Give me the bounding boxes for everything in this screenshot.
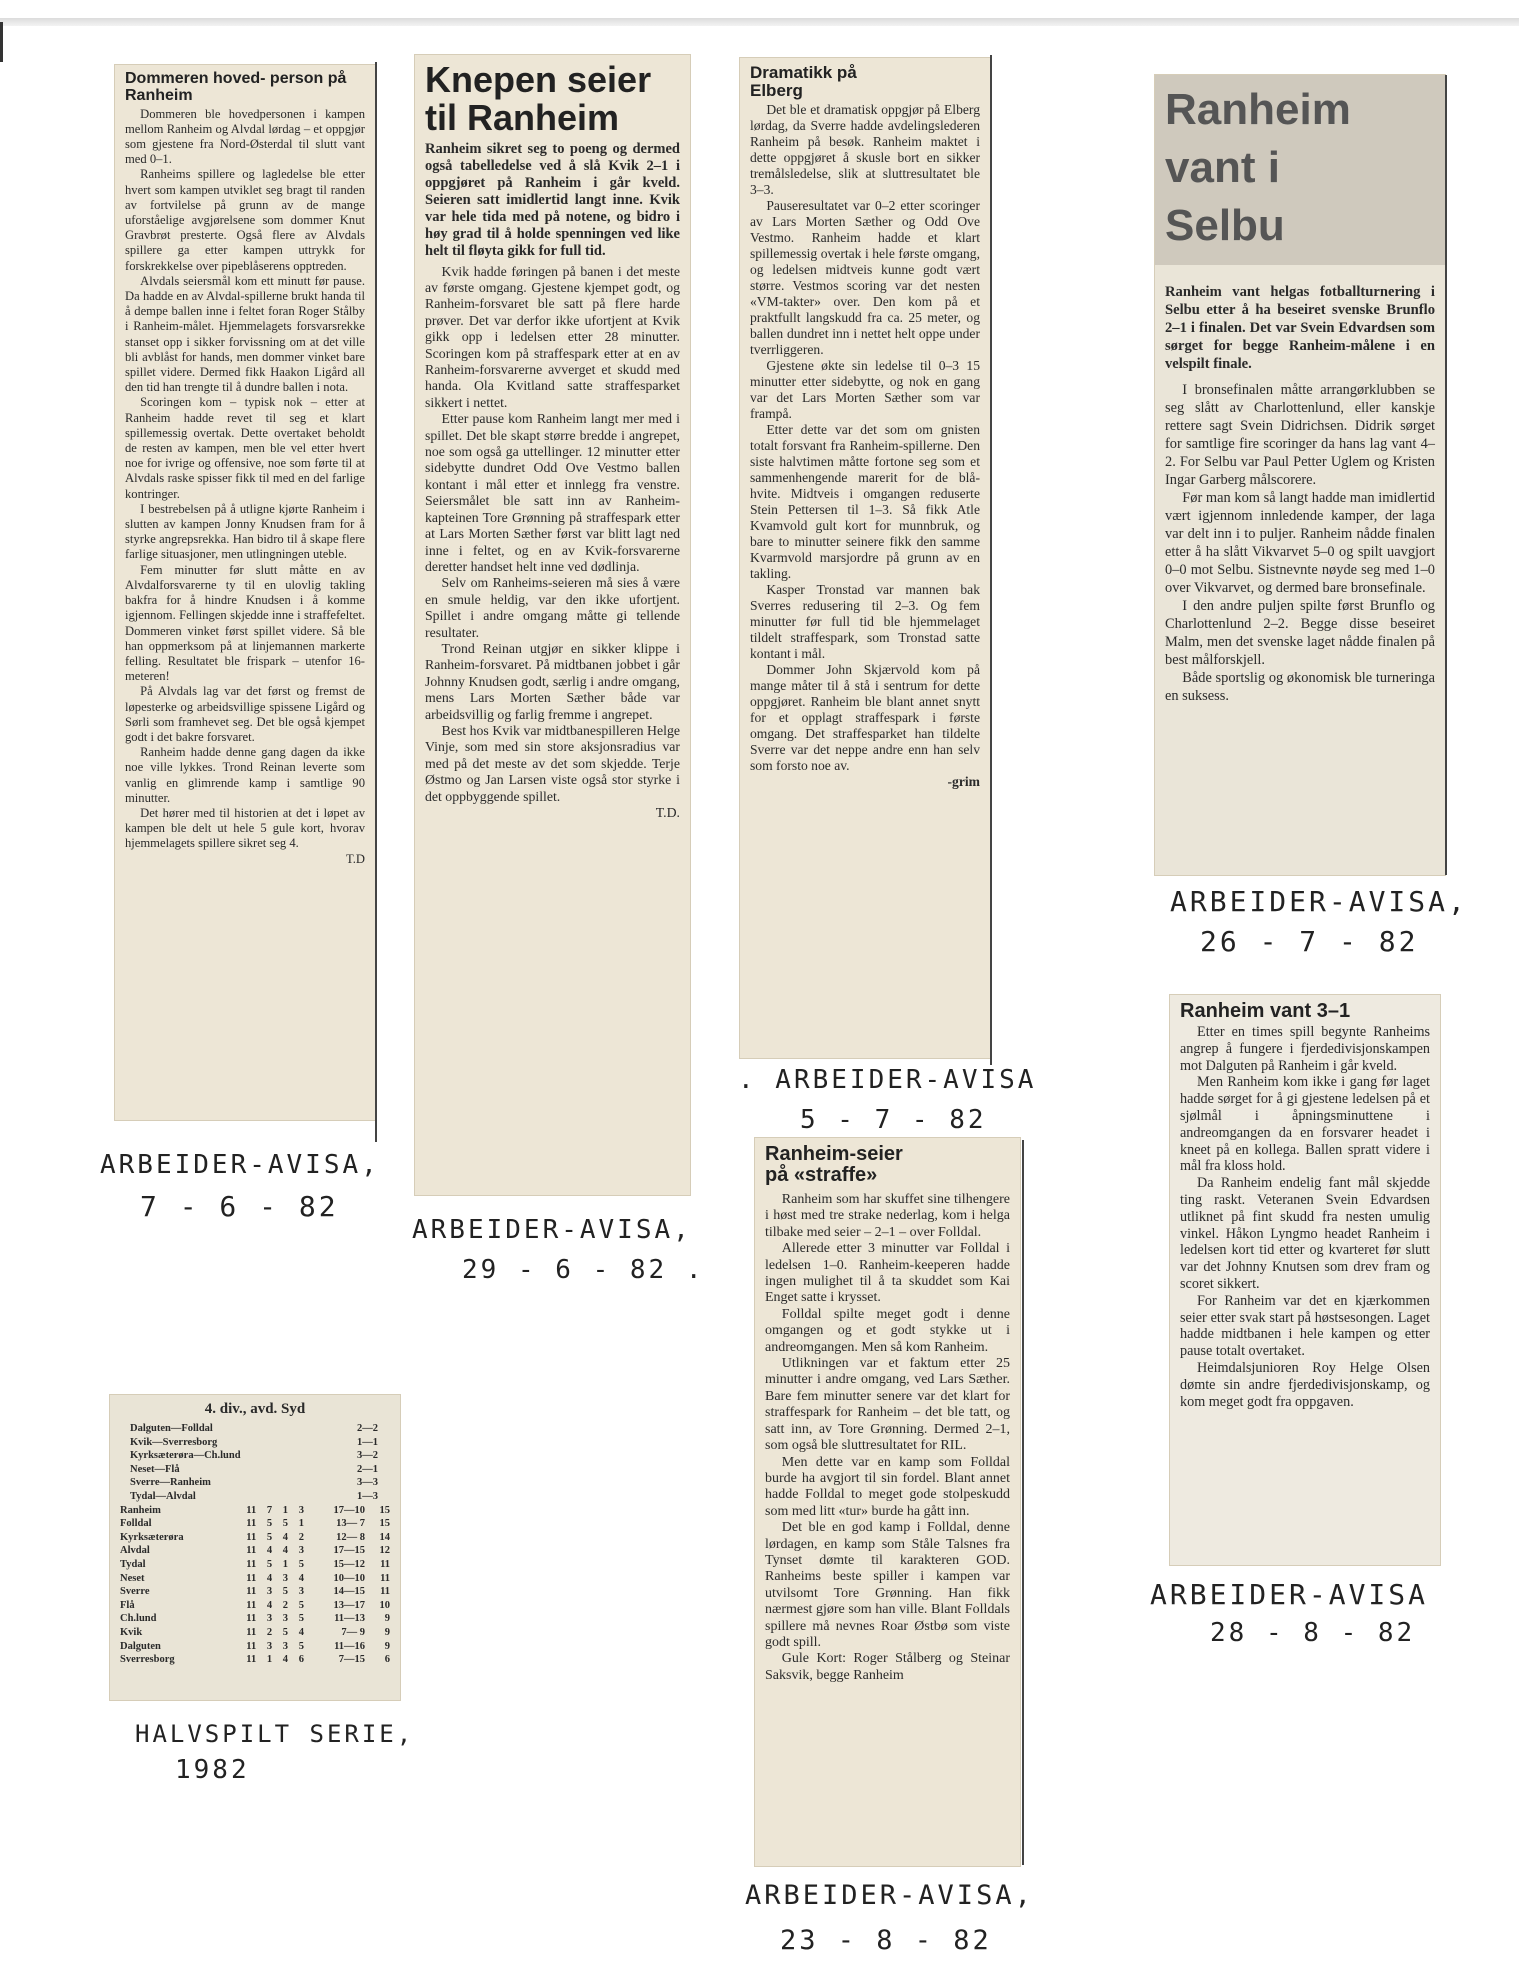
standing-p: 11: [246, 1545, 257, 1557]
standing-pts: 11: [380, 1572, 390, 1584]
clipping-headline: Ranheim-seier på «straffe»: [765, 1143, 903, 1186]
result-match: Neset—Flå: [130, 1463, 180, 1475]
paragraph: Ranheim som har skuffet sine tilhengere i høst med tre strake nederlag, kom i helga tilbake med seier – 2–1 – over Folldal.: [765, 1192, 1010, 1240]
standing-goals: 10—10: [333, 1572, 366, 1584]
clipping-headline: Knepen seier til Ranheim: [425, 59, 652, 138]
standing-team: Neset: [120, 1572, 145, 1584]
paragraph: Gjestene økte sin ledelse til 0–3 15 minutter etter sidebytte, og nok en gang var det Lars Morten Sæther som var frampå.: [750, 357, 980, 421]
paragraph: Men dette var en kamp som Folldal burde ha avgjort til sin fordel. Blant annet hadde Folldal to meget gode stolpeskudd som med litt «tur» burde ha gått inn.: [765, 1454, 1010, 1519]
result-row: [118, 1463, 392, 1477]
paragraph: Men Ranheim kom ikke i gang før laget hadde sørget for å gi gjestene ledelsen på et sjølmål i åpningsminuttene i andreomgangen da en forsvarer headet i kneet på en kollega. Ballen spratt videre i mål fra kloss hold.: [1180, 1074, 1430, 1175]
headline-line: Ranheim: [1165, 85, 1351, 134]
standing-goals: 13— 7: [336, 1518, 366, 1530]
column-rule: [375, 62, 377, 1142]
standing-team: Kvik: [120, 1626, 143, 1638]
standing-p: 11: [246, 1586, 257, 1598]
standing-goals: 7—15: [338, 1654, 366, 1666]
result-row: [118, 1449, 392, 1463]
standing-pts: 12: [379, 1545, 390, 1557]
result-score: 3—3: [357, 1477, 378, 1489]
paragraph: Det ble en god kamp i Folldal, denne lørdagen, en kamp som Ståle Talsnes fra Tynset dømte til karakteren GOD. Ranheims beste spiller i kampen var utvilsomt Tore Grønning. Han fikk nærmest gjøre som han ville. Blant Folldals spillere må nevnes Roar Østbø som viste godt spill.: [765, 1520, 1010, 1650]
clipping-ranheim-seier-straffe: [755, 1138, 1020, 1866]
standing-w: 3: [266, 1586, 273, 1598]
paragraph: Folldal spilte meget godt i denne omgangen og et godt stykke ut i andreomgangen. Men så kom Ranheim.: [765, 1306, 1010, 1355]
standing-l: 3: [298, 1504, 304, 1516]
paragraph: Scoringen kom – typisk nok – etter at Ranheim hadde revet til seg et klart spillemessig overtak. Dette overtaket beholdt de resten av kampen, men ble vel etter hvert noe for ivrige og offensive, noe som førte til at Alvdals raske spisser fikk til med en del farlige kontringer.: [125, 395, 365, 501]
paragraph: Kvik hadde føringen på banen i det meste av første omgang. Gjestene kjempet godt, og Ranheim-forsvaret ble satt på flere harde prøver. Det var derfor ikke ufortjent at Kvik gikk opp i ledelsen etter 28 minutter. Scoringen kom på straffespark etter at en av Ranheim-forsvarerne avverget et skudd med handa. Ola Kvitland satte straffesparket sikkert i nettet.: [425, 263, 680, 410]
standing-l: 5: [298, 1599, 304, 1611]
table-row: [118, 1640, 392, 1654]
handwritten-source: ARBEIDER-AVISA,: [1170, 885, 1468, 918]
paragraph: Det hører med til historien at det i løpet av kampen ble delt ut hele 5 gule kort, hvorav hjemmelagets spillere sikret seg 4.: [125, 805, 365, 851]
result-match: Sverre—Ranheim: [130, 1477, 211, 1489]
paragraph: Da Ranheim endelig fant mål skjedde ting raskt. Veteranen Svein Edvardsen utliknet på fint skudd fra nesten umulig vinkel. Håkon Lyngmo headet Ranheim i ledelsen kort tid etter og kvarteret før slutt var det Johnny Knutsen som drev fram og scoret sikkert.: [1180, 1175, 1430, 1292]
handwritten-source: ARBEIDER-AVISA,: [745, 1880, 1034, 1911]
standing-d: 1: [282, 1558, 289, 1570]
paragraph: Det ble et dramatisk oppgjør på Elberg lørdag, da Sverre hadde avdelingslederen Ranheim på besøk. Ranheim maktet i dette oppgjøret å skusle bort en sikker tremålsledelse, slik at sluttresultatet ble 3–3.: [750, 101, 980, 197]
table-row: [118, 1612, 392, 1626]
paragraph: Utlikningen var et faktum etter 25 minutter i andre omgang, ved Lars Sæther. Bare fem minutter senere var det klart for straffespark for Ranheim – det ble tatt, og satt inn, av Tore Grønning. Dermed 2–1, som også ble sluttresultatet for RIL.: [765, 1356, 1010, 1454]
paragraph: Ranheim hadde denne gang dagen da ikke noe ville lykkes. Trond Reinan leverte som vanlig en glimrende kamp i samtlige 90 minutter.: [125, 745, 365, 805]
table-row: [118, 1504, 392, 1518]
standing-w: 2: [266, 1626, 273, 1638]
standing-pts: 11: [380, 1558, 390, 1570]
headline-line: vant i: [1165, 143, 1280, 192]
standing-d: 4: [282, 1654, 289, 1666]
standing-team: Tydal: [120, 1558, 146, 1570]
table-row: [118, 1572, 392, 1586]
standing-w: 3: [266, 1613, 273, 1625]
standing-d: 2: [282, 1599, 289, 1611]
standing-d: 3: [282, 1613, 289, 1625]
standing-d: 3: [282, 1640, 289, 1652]
standing-l: 5: [298, 1640, 304, 1652]
handwritten-note: HALVSPILT SERIE,: [135, 1720, 415, 1748]
standing-d: 4: [282, 1531, 289, 1543]
paragraph: For Ranheim var det en kjærkommen seier etter svak start på høstsesongen. Laget hadde midtbanen i hele kampen og etter pause totalt overtaket.: [1180, 1292, 1430, 1360]
clipping-headline: Dramatikk på Elberg: [750, 63, 857, 100]
paragraph: Heimdalsjunioren Roy Helge Olsen dømte sin andre fjerdedivisjonskamp, og kom meget godt fra oppgaven.: [1180, 1359, 1430, 1410]
result-match: Kvik—Sverresborg: [130, 1436, 218, 1448]
standing-p: 11: [246, 1504, 257, 1516]
standing-l: 1: [298, 1518, 304, 1530]
clipping-knepen-seier: [415, 55, 690, 1195]
standing-d: 5: [282, 1626, 289, 1638]
standing-team: Sverresborg: [120, 1654, 175, 1666]
results-table: [118, 1422, 392, 1504]
standing-l: 6: [298, 1654, 304, 1666]
lead-paragraph: Ranheim sikret seg to poeng og dermed også tabelledelse ved å slå Kvik 2–1 i oppgjøret på Ranheim i går kveld. Seieren satt imidlertid langt inne. Kvik var hele tida med på notene, og bidro i høy grad til å holde spenningen ved like helt til fløyta gikk for full tid.: [425, 140, 680, 259]
standings-title: 4. div., avd. Syd: [204, 1401, 306, 1417]
paragraph: På Alvdals lag var det først og fremst de løpesterke og arbeidsvillige spissene Ligård og Sørli som framhevet seg. Det ble også kjempet godt i det bakre forsvaret.: [125, 684, 365, 744]
clipping-body: [1180, 1024, 1430, 1410]
paragraph: Gule Kort: Roger Stålberg og Steinar Saksvik, begge Ranheim: [765, 1651, 1010, 1683]
clipping-body: [765, 1192, 1010, 1684]
handwritten-source: ARBEIDER-AVISA,: [412, 1215, 692, 1245]
result-row: [118, 1422, 392, 1436]
paragraph: Etter pause kom Ranheim langt mer med i spillet. Det ble skapt større bredde i angrepet, noe som også ga uttellinger. 12 minutter etter sidebytte dundret Odd Ove Vestmo ballen kontant i mål etter et innlegg fra venstre. Seiersmålet ble satt inn av Ranheim-kapteinen Tore Grønning på straffespark etter at Lars Morten Sæther først var blitt lagt ned inne i feltet, og en av Kvik-forsvarerne deretter handset helt inne ved dødlinja.: [425, 411, 680, 574]
paragraph: Fem minutter før slutt måtte en av Alvdalforsvarerne ty til en ulovlig takling bakfra for å hindre Knudsen i å komme igjennom. Fellingen skjedde inne i straffefeltet. Dommeren vinket først spillet videre. Så ble han oppmerksom på at linjemannen markerte felling. Resultatet ble frispark – utenfor 16-meteren!: [125, 562, 365, 684]
headline-line: Selbu: [1165, 201, 1285, 250]
paragraph: Ranheims spillere og lagledelse ble etter hvert som kampen utviklet seg bragt til randen av fortvilelse på grunn av de mange uforståelige avgjørelsene som dommer Knut Gravbrøt presterte. Også flere av Alvdals spillere ga etter kampen uttrykk for forskrekkelse over pipeblåserens opptreden.: [125, 167, 365, 273]
paragraph: Best hos Kvik var midtbanespilleren Helge Vinje, som med sin store aksjonsradius var med på det meste av det som skjedde. Terje Østmo og Jan Larsen viste også stor styrke i det oppbyggende spillet.: [425, 722, 680, 804]
standing-l: 4: [298, 1572, 304, 1584]
result-match: Tydal—Alvdal: [130, 1490, 196, 1502]
handwritten-date: 7 - 6 - 82: [140, 1190, 339, 1223]
standing-w: 7: [266, 1504, 273, 1516]
standing-pts: 10: [379, 1599, 390, 1611]
standing-l: 4: [298, 1626, 304, 1638]
standing-d: 4: [282, 1545, 289, 1557]
column-rule: [990, 55, 992, 1065]
standing-d: 5: [282, 1518, 289, 1530]
column-rule: [1022, 1140, 1024, 1865]
standings-table: [118, 1504, 392, 1667]
table-row: [118, 1653, 392, 1667]
standing-team: Ch.lund: [120, 1613, 157, 1625]
standing-p: 11: [246, 1518, 257, 1530]
signature: -grim: [947, 773, 980, 789]
paragraph: Alvdals seiersmål kom ett minutt før pause. Da hadde en av Alvdal-spillerne brukt handa til å dempe ballen inne i feltet foran Roger Stålby i Ranheim-målet. Hjemmelagets forsvarsrekke stanset opp i sikker forvissning om at det ville bli avblåst for hands, men dommer vinket bare spillet videre. Dermed fikk Haakon Ligård all den tid han trengte til å dundre ballen i nota.: [125, 273, 365, 395]
standing-p: 11: [246, 1558, 257, 1570]
standing-goals: 17—10: [333, 1504, 366, 1516]
standing-goals: 11—13: [334, 1613, 366, 1625]
paragraph: Selv om Ranheims-seieren må sies å være en smule heldig, var den ikke ufortjent. Spillet i andre omgang måtte gi tellende resultater.: [425, 575, 680, 640]
clipping-headline: Dommeren hoved- person på Ranheim: [125, 70, 347, 104]
paragraph: Dommer John Skjærvold kom på mange måter til å stå i sentrum for dette oppgjøret. Ranheim ble blant annet snytt for et opplagt straffespark i første omgang. Det straffesparket han tildelte Sverre var det neppe andre enn han selv som forsto noe av.: [750, 661, 980, 773]
standing-goals: 17—15: [333, 1545, 366, 1557]
standing-p: 11: [246, 1654, 257, 1666]
standing-w: 4: [266, 1572, 273, 1584]
standing-w: 1: [266, 1654, 273, 1666]
table-row: [118, 1531, 392, 1545]
clipping-dramatikk: [740, 58, 990, 1058]
table-row: [118, 1599, 392, 1613]
standing-l: 3: [298, 1586, 304, 1598]
signature: T.D: [345, 851, 365, 866]
table-row: [118, 1517, 392, 1531]
result-row: [118, 1476, 392, 1490]
paragraph: Før man kom så langt hadde man imidlertid vært igjennom innledende kamper, der lagа var delt inn i to puljer. Ranheim nådde finalen etter å ha slått Vikvarvet 5–0 og spilt uavgjort 0–0 mot Selbu. Sistnevnte nøyde seg med 1–0 over Vikvarvet, og dermed bare bronsefinale.: [1165, 490, 1435, 596]
clipping-dommeren: [115, 65, 375, 1120]
result-score: 3—2: [357, 1450, 378, 1462]
standing-p: 11: [246, 1599, 257, 1611]
standing-d: 5: [282, 1586, 289, 1598]
league-standings: [110, 1395, 400, 1700]
result-score: 1—3: [357, 1490, 378, 1502]
handwritten-note: 1982: [175, 1755, 250, 1785]
result-row: [118, 1490, 392, 1504]
standing-pts: 9: [384, 1626, 390, 1638]
result-score: 1—1: [357, 1436, 378, 1448]
standing-w: 3: [266, 1640, 273, 1652]
paragraph: Trond Reinan utgjør en sikker klippe i Ranheim-forsvaret. På midtbanen jobbet i går Johnny Knudsen godt, særlig i andre omgang, mens Lars Morten Sæther både var arbeidsvillig og farlig fremme i angrepet.: [425, 640, 680, 722]
clipping-headline: Ranheim vant 3–1: [1180, 1000, 1351, 1022]
clipping-ranheim-vant-3-1: [1170, 995, 1440, 1565]
paragraph: Kasper Tronstad var mannen bak Sverres redusering til 2–3. Og fem minutter før full tid ble hjemmelaget tildelt straffespark, som Tronstad satte kontant i mål.: [750, 581, 980, 661]
standing-goals: 13—17: [333, 1599, 366, 1611]
paragraph: I bronsefinalen måtte arrangørklubben se seg slått av Charlottenlund, eller kanskje rettere sagt Svein Didrichsen. Didrik sørget for samtlige fire scoringer da hans lag vant 4–2. For Selbu var Paul Petter Uglem og Kristen Ingar Garberg målscorere.: [1165, 382, 1435, 488]
standing-w: 5: [266, 1531, 273, 1543]
clipping-body: [1165, 381, 1435, 705]
paragraph: Både sportslig og økonomisk ble turneringa en suksess.: [1165, 670, 1435, 704]
paragraph: Etter dette var det som om gnisten totalt forsvant fra Ranheim-spillerne. Den siste halvtimen måtte fortone seg som et sammenhengende marerit for de blå-hvite. Midtveis i omgangen reduserte Stein Pettersen til 1–3. Så fikk Atle Kvamvold gult kort for munnbruk, og bare to minutter seinere fikk den samme Kvarmvold marsjordre på grunn av en takling.: [750, 421, 980, 581]
paragraph: I den andre puljen spilte først Brunflo og Charlottenlund 2–2. Begge disse beseiret Malm, men det svenske laget nådde finalen på best målforskjell.: [1165, 598, 1435, 668]
paragraph: Pauseresultatet var 0–2 etter scoringer av Lars Morten Sæther og Odd Ove Vestmo. Ranheim hadde et klart spillemessig overtak i hele første omgang, og ledelsen midtveis kunne godt vært større. Vestmos scoring var det nesten «VM-takter» over. Den kom på et praktfullt langskudd fra ca. 25 meter, og ballen dundret inn i nettet helt oppe under tverrliggeren.: [750, 197, 980, 357]
standing-pts: 6: [384, 1654, 390, 1666]
standing-team: Sverre: [120, 1586, 150, 1598]
result-row: [118, 1436, 392, 1450]
standing-d: 3: [282, 1572, 289, 1584]
table-row: [118, 1544, 392, 1558]
standing-team: Flå: [120, 1599, 135, 1611]
result-match: Kyrksæterøra—Ch.lund: [130, 1450, 241, 1462]
signature: T.D.: [655, 805, 680, 820]
standing-w: 4: [266, 1545, 273, 1557]
standing-goals: 7— 9: [341, 1626, 366, 1638]
clipping-body: [125, 107, 365, 867]
handwritten-source: . ARBEIDER-AVISA: [738, 1065, 1037, 1095]
handwritten-date: 28 - 8 - 82: [1210, 1618, 1416, 1648]
standing-goals: 11—16: [334, 1640, 366, 1652]
table-row: [118, 1626, 392, 1640]
standing-p: 11: [246, 1531, 257, 1543]
standing-team: Dalguten: [120, 1640, 161, 1652]
standing-team: Kyrksæterøra: [120, 1531, 184, 1543]
handwritten-source: ARBEIDER-AVISA,: [100, 1150, 380, 1180]
standing-pts: 11: [380, 1586, 390, 1598]
handwritten-date: 29 - 6 - 82 .: [462, 1255, 705, 1285]
clipping-body: [425, 264, 680, 821]
standing-w: 5: [266, 1558, 273, 1570]
column-rule: [1445, 75, 1447, 875]
standing-team: Ranheim: [120, 1504, 161, 1516]
standing-l: 3: [298, 1545, 304, 1557]
standing-goals: 12— 8: [336, 1531, 366, 1543]
result-score: 2—2: [357, 1423, 378, 1434]
scan-left-mark: [0, 22, 3, 62]
standing-pts: 14: [379, 1531, 390, 1543]
handwritten-date: 5 - 7 - 82: [800, 1105, 987, 1135]
standing-p: 11: [246, 1613, 257, 1625]
paragraph: Etter en times spill begynte Ranheims angrep å fungere i fjerdedivisjonskampen mot Dalguten på Ranheim i går kveld.: [1180, 1024, 1430, 1074]
standing-goals: 14—15: [333, 1586, 366, 1598]
paragraph: I bestrebelsen på å utligne kjørte Ranheim i slutten av kampen Jonny Knudsen fram for å styrke angrepsrekka. Han bidro til å skape flere farlige situasjoner, men utlingningen uteble.: [125, 501, 365, 562]
standing-l: 5: [298, 1613, 304, 1625]
clipping-headline: [1155, 75, 1445, 265]
standing-pts: 9: [384, 1640, 390, 1652]
clipping-ranheim-vant-i-selbu: [1155, 75, 1445, 875]
standing-d: 1: [282, 1504, 289, 1516]
result-score: 2—1: [357, 1463, 378, 1475]
result-match: Dalguten—Folldal: [130, 1423, 213, 1434]
standing-team: Folldal: [120, 1518, 152, 1530]
scan-top-edge: [0, 18, 1519, 26]
paragraph: Dommeren ble hovedpersonen i kampen mellom Ranheim og Alvdal lørdag – et oppgjør som gjestene fra Nord-Østerdal til slutt vant med 0–1.: [125, 106, 365, 167]
lead-paragraph: Ranheim vant helgas fotballturnering i Selbu etter å ha beseiret svenske Brunflo 2–1 i finalen. Det var Svein Edvardsen som sørget for begge Ranheim-målene i en velspilt finale.: [1165, 284, 1435, 372]
handwritten-date: 26 - 7 - 82: [1200, 925, 1419, 958]
clipping-body: [750, 102, 980, 789]
standing-w: 4: [266, 1599, 273, 1611]
table-row: [118, 1558, 392, 1572]
standing-pts: 15: [379, 1518, 390, 1530]
handwritten-date: 23 - 8 - 82: [780, 1925, 992, 1956]
standing-l: 5: [298, 1558, 304, 1570]
table-row: [118, 1585, 392, 1599]
handwritten-source: ARBEIDER-AVISA: [1150, 1578, 1429, 1611]
standing-goals: 15—12: [333, 1558, 366, 1570]
standing-pts: 9: [384, 1613, 390, 1625]
paragraph: Allerede etter 3 minutter var Folldal i ledelsen 1–0. Ranheim-keeperen hadde ingen mulighet til å ta skuddet som Kai Enget satte i krysset.: [765, 1241, 1010, 1306]
standing-l: 2: [298, 1531, 304, 1543]
standing-pts: 15: [379, 1504, 390, 1516]
standing-team: Alvdal: [120, 1545, 150, 1557]
standing-p: 11: [246, 1640, 257, 1652]
standing-w: 5: [266, 1518, 273, 1530]
standing-p: 11: [246, 1572, 257, 1584]
standing-p: 11: [246, 1626, 257, 1638]
